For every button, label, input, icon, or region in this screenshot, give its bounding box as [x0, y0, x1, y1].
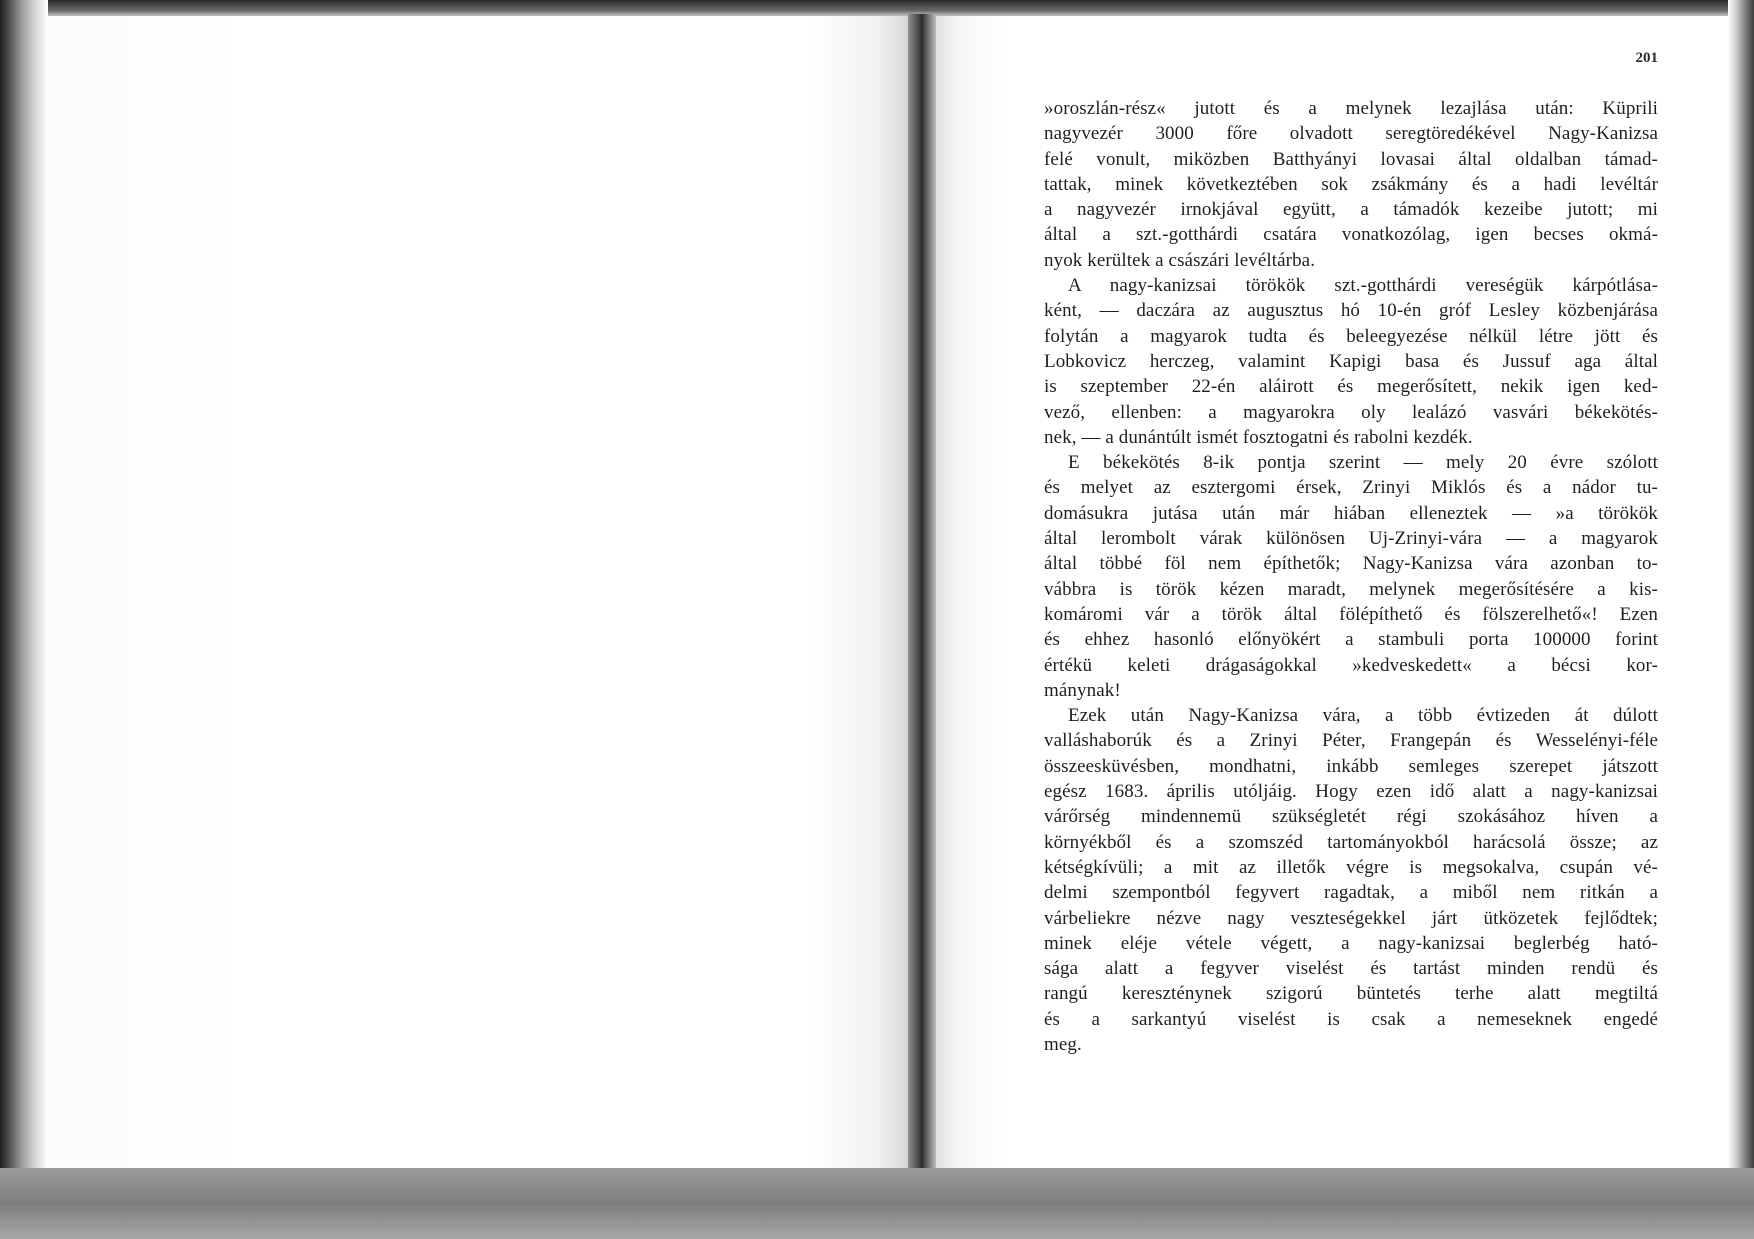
scanner-bottom-bed [0, 1168, 1754, 1239]
text-line: minek eléje vétele végett, a nagy-kanizsai beglerbég ható- [1044, 932, 1658, 954]
page-number: 201 [1635, 50, 1658, 66]
text-line: delmi szempontból fegyvert ragadtak, a miből nem ritkán a [1044, 882, 1658, 904]
text-line: »oroszlán-rész« jutott és a melynek lezajlása után: Küprili [1044, 98, 1658, 119]
text-line: kétségkívüli; a mit az illetők végre is megsokalva, csupán vé- [1044, 856, 1658, 878]
text-line: rangú kereszténynek szigorú büntetés terhe alatt megtiltá [1044, 983, 1658, 1005]
text-line: várbeliekre nézve nagy veszteségekkel járt ütközetek fejlődtek; [1044, 907, 1658, 929]
left-book-edge [0, 0, 48, 1239]
text-line: vező, ellenben: a magyarokra oly lealázó vasvári békekötés- [1044, 401, 1658, 423]
text-line: a nagyvezér irnokjával együtt, a támadók kezeibe jutott; mi [1044, 199, 1658, 221]
book-gutter [908, 14, 936, 1170]
paragraph-start: Ezek után Nagy-Kanizsa vára, a több évtizeden át dúlott [1068, 705, 1658, 727]
text-line: valláshaborúk és a Zrinyi Péter, Frangepán és Wesselényi-féle [1044, 730, 1658, 752]
text-line: Lobkovicz herczeg, valamint Kapigi basa és Jussuf aga által [1044, 350, 1658, 372]
left-page-blank [48, 16, 910, 1168]
text-line: vábbra is török kézen maradt, melynek megerősítésére a kis- [1044, 578, 1658, 600]
text-line: nagyvezér 3000 főre olvadott seregtöredékével Nagy-Kanizsa [1044, 123, 1658, 145]
body-text [1044, 96, 1658, 1057]
text-line: nek, — a dunántúlt ismét fosztogatni és rabolni kezdék. [1044, 426, 1473, 448]
text-line: ként, — daczára az augusztus hó 10-én gróf Lesley közbenjárása [1044, 300, 1658, 322]
paragraph-start: E békekötés 8-ik pontja szerint — mely 20 évre szólott [1068, 452, 1658, 474]
text-line: egész 1683. április utóljáig. Hogy ezen idő alatt a nagy-kanizsai [1044, 781, 1658, 803]
text-line: összeesküvésben, mondhatni, inkább semleges szerepet játszott [1044, 755, 1658, 777]
paragraph-start: A nagy-kanizsai törökök szt.-gotthárdi vereségük kárpótlása- [1068, 275, 1658, 297]
text-line: komáromi vár a török által fölépíthető és fölszerelhető«! Ezen [1044, 603, 1658, 625]
text-line: és ehhez hasonló előnyökért a stambuli porta 100000 forint [1044, 629, 1658, 651]
text-line: folytán a magyarok tudta és beleegyezése nélkül létre jött és [1044, 325, 1658, 347]
text-line: mánynak! [1044, 679, 1121, 701]
text-line: által többé föl nem építhetők; Nagy-Kanizsa vára azonban to- [1044, 553, 1658, 575]
text-line: meg. [1044, 1033, 1082, 1055]
text-line: is szeptember 22-én aláirott és megerősített, nekik igen ked- [1044, 376, 1658, 398]
text-line: környékből és a szomszéd tartományokból harácsolá össze; az [1044, 831, 1658, 853]
text-line: értékü keleti drágaságokkal »kedveskedett« a bécsi kor- [1044, 654, 1658, 676]
text-line: által lerombolt várak különösen Uj-Zrinyi-vára — a magyarok [1044, 528, 1658, 550]
text-line: és melyet az esztergomi érsek, Zrinyi Miklós és a nádor tu- [1044, 477, 1658, 499]
text-line: és a sarkantyú viselést is csak a nemeseknek engedé [1044, 1008, 1658, 1030]
text-line: által a szt.-gotthárdi csatára vonatkozólag, igen becses okmá- [1044, 224, 1658, 246]
text-line: domásukra jutása után már hiában elleneztek — »a törökök [1044, 502, 1658, 524]
right-book-edge [1728, 0, 1754, 1239]
text-line: várőrség mindennemü szükségletét régi szokásához híven a [1044, 806, 1658, 828]
text-line: tattak, minek következtében sok zsákmány és a hadi levéltár [1044, 173, 1658, 195]
text-line: nyok kerültek a császári levéltárba. [1044, 249, 1316, 271]
text-line: felé vonult, miközben Batthyányi lovasai által oldalban támad- [1044, 148, 1658, 170]
text-line: sága alatt a fegyver viselést és tartást minden rendü és [1044, 958, 1658, 980]
